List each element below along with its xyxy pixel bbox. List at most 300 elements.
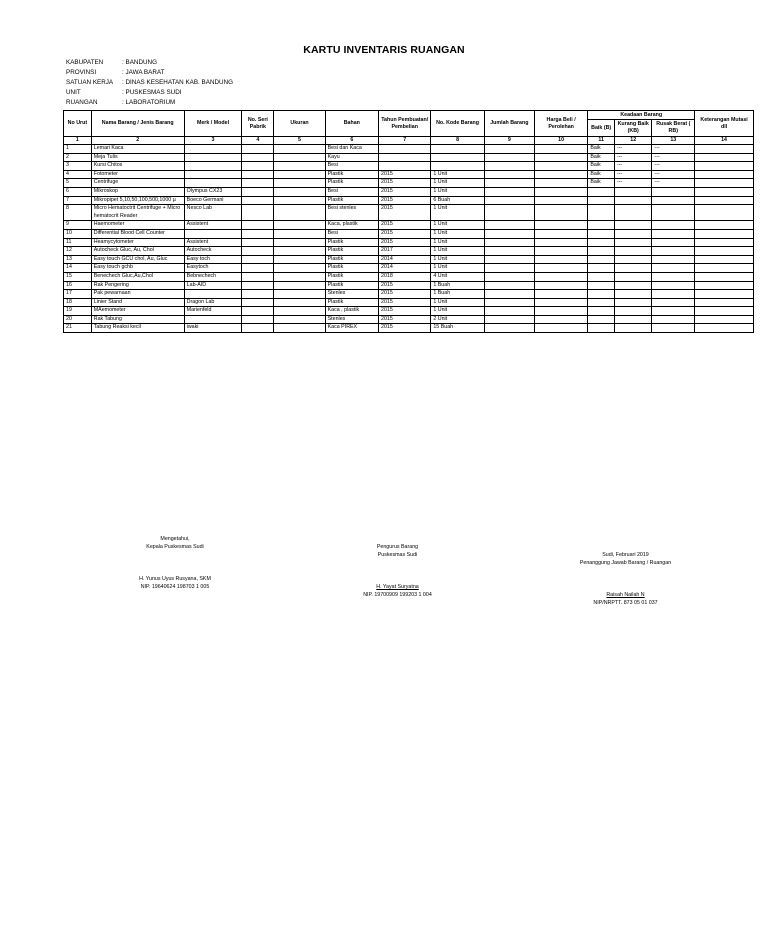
table-cell xyxy=(184,290,242,299)
column-number: 2 xyxy=(91,137,184,145)
table-cell: Mikroskop xyxy=(91,187,184,196)
header-merk: Merk / Model xyxy=(184,111,242,137)
table-cell: Marienfeld xyxy=(184,307,242,316)
table-cell xyxy=(484,170,534,179)
table-row xyxy=(64,298,754,307)
table-cell xyxy=(242,229,274,238)
table-cell xyxy=(242,205,274,221)
table-cell xyxy=(615,229,652,238)
table-cell: 2015 xyxy=(379,238,431,247)
table-cell xyxy=(615,205,652,221)
table-cell xyxy=(274,255,325,264)
column-number: 8 xyxy=(431,137,484,145)
table-cell xyxy=(242,247,274,256)
info-row-provinsi: PROVINSI : JAWA BARAT xyxy=(66,69,165,76)
sig-left-name: H. Yunus Uyus Rusyana, SKM xyxy=(139,576,211,582)
table-cell xyxy=(588,196,615,205)
table-cell xyxy=(484,153,534,162)
table-cell xyxy=(615,307,652,316)
table-cell: 2015 xyxy=(379,229,431,238)
table-cell xyxy=(534,298,587,307)
table-cell xyxy=(242,196,274,205)
column-number: 11 xyxy=(588,137,615,145)
table-cell xyxy=(534,238,587,247)
table-cell: Baik xyxy=(588,170,615,179)
table-cell: Autocheck xyxy=(184,247,242,256)
table-cell xyxy=(431,162,484,171)
table-cell: 1 Buah xyxy=(431,281,484,290)
table-cell xyxy=(242,153,274,162)
table-row xyxy=(64,272,754,281)
table-cell xyxy=(695,281,754,290)
table-cell xyxy=(588,205,615,221)
table-cell xyxy=(588,264,615,273)
table-cell xyxy=(274,281,325,290)
table-cell: --- xyxy=(615,170,652,179)
table-row xyxy=(64,281,754,290)
table-cell xyxy=(695,187,754,196)
table-cell xyxy=(652,221,695,230)
table-cell xyxy=(274,247,325,256)
table-cell xyxy=(652,272,695,281)
table-cell xyxy=(242,162,274,171)
table-cell xyxy=(242,272,274,281)
table-cell xyxy=(484,255,534,264)
table-cell: 5 xyxy=(64,179,92,188)
header-keterangan: Keterangan Mutasi dll xyxy=(695,111,754,137)
table-cell xyxy=(242,179,274,188)
table-cell: Heamycytometer xyxy=(91,238,184,247)
table-cell xyxy=(652,315,695,324)
table-cell xyxy=(431,153,484,162)
table-row xyxy=(64,221,754,230)
table-cell xyxy=(588,187,615,196)
table-row xyxy=(64,247,754,256)
sig-left-line1: Mengetahui, xyxy=(160,536,190,542)
table-cell xyxy=(695,298,754,307)
table-cell xyxy=(588,298,615,307)
table-cell: Plastik xyxy=(325,298,378,307)
table-cell: 2015 xyxy=(379,179,431,188)
table-cell xyxy=(484,196,534,205)
table-cell: Besi xyxy=(325,229,378,238)
table-cell xyxy=(534,247,587,256)
table-cell xyxy=(274,238,325,247)
table-cell xyxy=(274,179,325,188)
table-cell: 2 xyxy=(64,153,92,162)
table-cell: Linier Stand xyxy=(91,298,184,307)
table-cell xyxy=(242,264,274,273)
table-cell xyxy=(484,264,534,273)
table-cell xyxy=(652,307,695,316)
header-kode: No. Kode Barang xyxy=(431,111,484,137)
table-cell xyxy=(695,170,754,179)
table-cell xyxy=(695,153,754,162)
table-cell: Plastik xyxy=(325,247,378,256)
table-cell: Baik xyxy=(588,153,615,162)
table-cell xyxy=(652,324,695,333)
table-cell xyxy=(274,153,325,162)
table-cell: Besi dan Kaca xyxy=(325,145,378,154)
table-row xyxy=(64,187,754,196)
column-number: 9 xyxy=(484,137,534,145)
table-cell xyxy=(652,238,695,247)
table-cell xyxy=(588,238,615,247)
column-number: 3 xyxy=(184,137,242,145)
table-cell xyxy=(652,298,695,307)
table-cell: 16 xyxy=(64,281,92,290)
table-cell xyxy=(695,290,754,299)
table-cell xyxy=(588,272,615,281)
signature-left xyxy=(120,535,230,591)
table-cell xyxy=(534,281,587,290)
table-cell xyxy=(274,290,325,299)
table-cell: 1 Unit xyxy=(431,264,484,273)
table-cell xyxy=(534,187,587,196)
sig-left-nip: NIP. 19640624 198703 1 005 xyxy=(140,584,210,590)
table-cell: 2015 xyxy=(379,205,431,221)
table-cell xyxy=(588,290,615,299)
table-cell: 4 xyxy=(64,170,92,179)
table-cell xyxy=(652,281,695,290)
table-row xyxy=(64,307,754,316)
table-row xyxy=(64,264,754,273)
table-cell xyxy=(242,187,274,196)
table-cell: 18 xyxy=(64,298,92,307)
table-cell xyxy=(615,324,652,333)
table-cell xyxy=(484,272,534,281)
table-cell xyxy=(615,281,652,290)
table-cell: 1 Unit xyxy=(431,238,484,247)
table-cell: --- xyxy=(652,162,695,171)
table-cell xyxy=(588,229,615,238)
table-cell xyxy=(695,221,754,230)
table-cell xyxy=(242,290,274,299)
table-cell xyxy=(695,272,754,281)
table-cell: 1 Unit xyxy=(431,298,484,307)
table-cell xyxy=(484,298,534,307)
table-cell: 2015 xyxy=(379,187,431,196)
table-cell xyxy=(652,290,695,299)
table-cell xyxy=(695,264,754,273)
table-body xyxy=(64,145,754,333)
table-cell: Besi xyxy=(325,162,378,171)
table-cell: Stenles xyxy=(325,315,378,324)
table-cell xyxy=(484,229,534,238)
table-cell xyxy=(484,307,534,316)
info-row-ruangan: RUANGAN : LABORATORIUM xyxy=(66,99,176,106)
table-cell: Micro Hematoctrit Centrifuge + Micro hematocrit Reader xyxy=(91,205,184,221)
table-cell xyxy=(588,247,615,256)
table-cell xyxy=(534,196,587,205)
table-cell: Kaca, plastik xyxy=(325,221,378,230)
table-cell xyxy=(242,221,274,230)
table-cell: 2017 xyxy=(379,247,431,256)
table-cell: iwaki xyxy=(184,324,242,333)
column-number: 12 xyxy=(615,137,652,145)
table-cell: 1 Unit xyxy=(431,255,484,264)
table-cell: Rak Tabung xyxy=(91,315,184,324)
header-keadaan: Keadaan Barang xyxy=(588,111,695,120)
header-nama-barang: Nama Barang / Jenis Barang xyxy=(91,111,184,137)
table-cell: 20 xyxy=(64,315,92,324)
table-cell xyxy=(534,179,587,188)
table-cell: Plastik xyxy=(325,170,378,179)
table-cell xyxy=(484,162,534,171)
table-cell xyxy=(534,272,587,281)
info-row-unit: UNIT : PUSKESMAS SUDI xyxy=(66,89,182,96)
table-cell: --- xyxy=(652,179,695,188)
table-cell xyxy=(184,153,242,162)
sig-right-nip: NIP/NRPTT. 873 05 01 037 xyxy=(593,600,658,606)
table-cell: 2014 xyxy=(379,264,431,273)
table-cell xyxy=(695,238,754,247)
table-cell xyxy=(484,179,534,188)
table-cell: Tabung Reaksi kecil xyxy=(91,324,184,333)
table-cell: 1 Unit xyxy=(431,221,484,230)
table-cell xyxy=(615,221,652,230)
table-cell: 2015 xyxy=(379,324,431,333)
table-cell: Plastik xyxy=(325,179,378,188)
table-cell: 2015 xyxy=(379,290,431,299)
table-cell: 9 xyxy=(64,221,92,230)
table-cell xyxy=(652,255,695,264)
table-cell: 1 Unit xyxy=(431,170,484,179)
table-cell: Baik xyxy=(588,145,615,154)
table-cell: Benechech Gluc,Au,Chol xyxy=(91,272,184,281)
table-cell: 15 Buah xyxy=(431,324,484,333)
table-cell xyxy=(274,229,325,238)
table-cell xyxy=(695,247,754,256)
table-cell xyxy=(242,145,274,154)
table-row xyxy=(64,153,754,162)
sig-left-line2: Kepala Puskesmas Sudi xyxy=(146,544,204,550)
table-row xyxy=(64,196,754,205)
table-cell: Assistent xyxy=(184,221,242,230)
table-cell xyxy=(274,315,325,324)
column-number: 7 xyxy=(379,137,431,145)
table-cell: Besi xyxy=(325,187,378,196)
table-cell: Plastik xyxy=(325,272,378,281)
table-cell xyxy=(652,264,695,273)
table-cell xyxy=(615,187,652,196)
inventory-table xyxy=(63,110,754,333)
header-tahun: Tahun Pembuatan/ Pembelian xyxy=(379,111,431,137)
sig-right-line1: Sudi, Februari 2019 xyxy=(602,552,649,558)
sig-middle-nip: NIP. 19700909 199203 1 004 xyxy=(363,592,432,598)
table-cell: 2 Unit xyxy=(431,315,484,324)
table-cell xyxy=(534,315,587,324)
table-cell xyxy=(534,324,587,333)
table-cell: Kaca PIREX xyxy=(325,324,378,333)
header-kurang-baik: Kurang Baik (KB) xyxy=(615,120,652,137)
table-cell xyxy=(695,145,754,154)
table-cell xyxy=(184,315,242,324)
table-cell xyxy=(484,145,534,154)
table-cell: Haemometer xyxy=(91,221,184,230)
table-cell: Easy touch gchb xyxy=(91,264,184,273)
table-cell xyxy=(534,145,587,154)
table-cell xyxy=(242,255,274,264)
table-cell xyxy=(695,229,754,238)
sig-middle-name: H. Yayat Suryatna xyxy=(376,584,419,590)
column-number: 10 xyxy=(534,137,587,145)
sig-right-line2: Penanggung Jawab Barang / Ruangan xyxy=(579,560,672,566)
table-cell xyxy=(534,162,587,171)
table-cell: 2015 xyxy=(379,315,431,324)
table-cell: Easy touch GCU chol, Au, Gluc xyxy=(91,255,184,264)
table-row xyxy=(64,238,754,247)
table-cell: 1 Unit xyxy=(431,187,484,196)
table-cell xyxy=(484,238,534,247)
table-cell: 6 Buah xyxy=(431,196,484,205)
table-cell xyxy=(379,145,431,154)
table-cell: Easytoch xyxy=(184,264,242,273)
table-cell: 2015 xyxy=(379,221,431,230)
header-harga: Harga Beli / Perolehan xyxy=(534,111,587,137)
table-cell xyxy=(484,315,534,324)
column-number: 14 xyxy=(695,137,754,145)
table-row xyxy=(64,290,754,299)
table-cell: 15 xyxy=(64,272,92,281)
table-cell xyxy=(615,315,652,324)
table-cell: Stenles xyxy=(325,290,378,299)
table-cell xyxy=(534,307,587,316)
table-cell: Rak Pengering xyxy=(91,281,184,290)
table-cell: 2015 xyxy=(379,281,431,290)
table-cell xyxy=(534,255,587,264)
table-cell xyxy=(534,229,587,238)
table-row xyxy=(64,229,754,238)
table-cell xyxy=(274,272,325,281)
table-cell xyxy=(184,162,242,171)
table-cell xyxy=(274,196,325,205)
table-cell xyxy=(274,298,325,307)
table-cell: --- xyxy=(615,153,652,162)
table-row xyxy=(64,145,754,154)
table-row xyxy=(64,255,754,264)
table-cell: Nesco Lab xyxy=(184,205,242,221)
table-cell: 1 Unit xyxy=(431,205,484,221)
table-cell xyxy=(274,221,325,230)
table-cell: Assistent xyxy=(184,238,242,247)
table-cell xyxy=(695,162,754,171)
table-cell xyxy=(588,324,615,333)
table-cell: 1 Unit xyxy=(431,229,484,238)
table-cell xyxy=(695,205,754,221)
table-cell xyxy=(695,255,754,264)
table-cell xyxy=(652,196,695,205)
header-ukuran: Ukuran xyxy=(274,111,325,137)
table-cell: --- xyxy=(652,170,695,179)
table-cell xyxy=(484,281,534,290)
table-cell xyxy=(274,205,325,221)
table-cell: 11 xyxy=(64,238,92,247)
info-block xyxy=(66,58,233,108)
table-row xyxy=(64,179,754,188)
table-cell: Fotometer xyxy=(91,170,184,179)
table-cell xyxy=(274,162,325,171)
table-cell: 6 xyxy=(64,187,92,196)
table-cell xyxy=(615,298,652,307)
table-cell: 8 xyxy=(64,205,92,221)
table-cell xyxy=(484,290,534,299)
table-cell xyxy=(242,307,274,316)
table-cell: Centrifuge xyxy=(91,179,184,188)
sig-middle-line2: Puskesmas Sudi xyxy=(377,552,418,558)
table-cell xyxy=(274,307,325,316)
table-cell: 1 Unit xyxy=(431,247,484,256)
table-cell: Dragon Lab xyxy=(184,298,242,307)
table-cell xyxy=(534,221,587,230)
table-cell: Kaca , plastik xyxy=(325,307,378,316)
table-cell: Pak pewarnaan xyxy=(91,290,184,299)
table-row xyxy=(64,205,754,221)
table-cell: Kayu xyxy=(325,153,378,162)
table-cell xyxy=(184,179,242,188)
table-cell xyxy=(274,170,325,179)
table-cell: 10 xyxy=(64,229,92,238)
table-cell: 1 Buah xyxy=(431,290,484,299)
table-cell: Meja Tulis xyxy=(91,153,184,162)
table-cell xyxy=(242,170,274,179)
column-number: 1 xyxy=(64,137,92,145)
table-cell: Mikropipet 5,10,50,100,500,1000 µ xyxy=(91,196,184,205)
table-cell: --- xyxy=(652,145,695,154)
table-cell: 2015 xyxy=(379,196,431,205)
table-cell xyxy=(242,298,274,307)
table-cell xyxy=(379,162,431,171)
table-row xyxy=(64,170,754,179)
table-cell xyxy=(534,153,587,162)
table-cell: Besi stenles xyxy=(325,205,378,221)
table-cell xyxy=(242,315,274,324)
table-cell xyxy=(588,307,615,316)
table-cell xyxy=(652,229,695,238)
header-baik: Baik (B) xyxy=(588,120,615,137)
info-row-kabupaten: KABUPATEN : BANDUNG xyxy=(66,59,157,66)
table-cell: 21 xyxy=(64,324,92,333)
table-cell: 14 xyxy=(64,264,92,273)
header-row xyxy=(64,111,754,120)
table-cell: Boeco Germani xyxy=(184,196,242,205)
table-cell: 2018 xyxy=(379,272,431,281)
table-cell: Plastik xyxy=(325,264,378,273)
table-cell xyxy=(242,281,274,290)
table-cell xyxy=(652,187,695,196)
column-number: 6 xyxy=(325,137,378,145)
table-cell: 2015 xyxy=(379,307,431,316)
table-cell: 2015 xyxy=(379,170,431,179)
table-cell xyxy=(588,281,615,290)
table-cell: --- xyxy=(615,162,652,171)
table-cell: 2015 xyxy=(379,298,431,307)
table-cell: Olympus CX23 xyxy=(184,187,242,196)
table-cell: Plastik xyxy=(325,255,378,264)
column-number: 13 xyxy=(652,137,695,145)
table-cell xyxy=(695,315,754,324)
table-cell xyxy=(484,324,534,333)
table-cell: 17 xyxy=(64,290,92,299)
table-cell xyxy=(588,315,615,324)
table-cell xyxy=(184,170,242,179)
table-cell xyxy=(652,247,695,256)
table-cell xyxy=(615,264,652,273)
table-cell xyxy=(184,229,242,238)
table-cell xyxy=(695,179,754,188)
table-cell: 2014 xyxy=(379,255,431,264)
table-cell xyxy=(242,238,274,247)
